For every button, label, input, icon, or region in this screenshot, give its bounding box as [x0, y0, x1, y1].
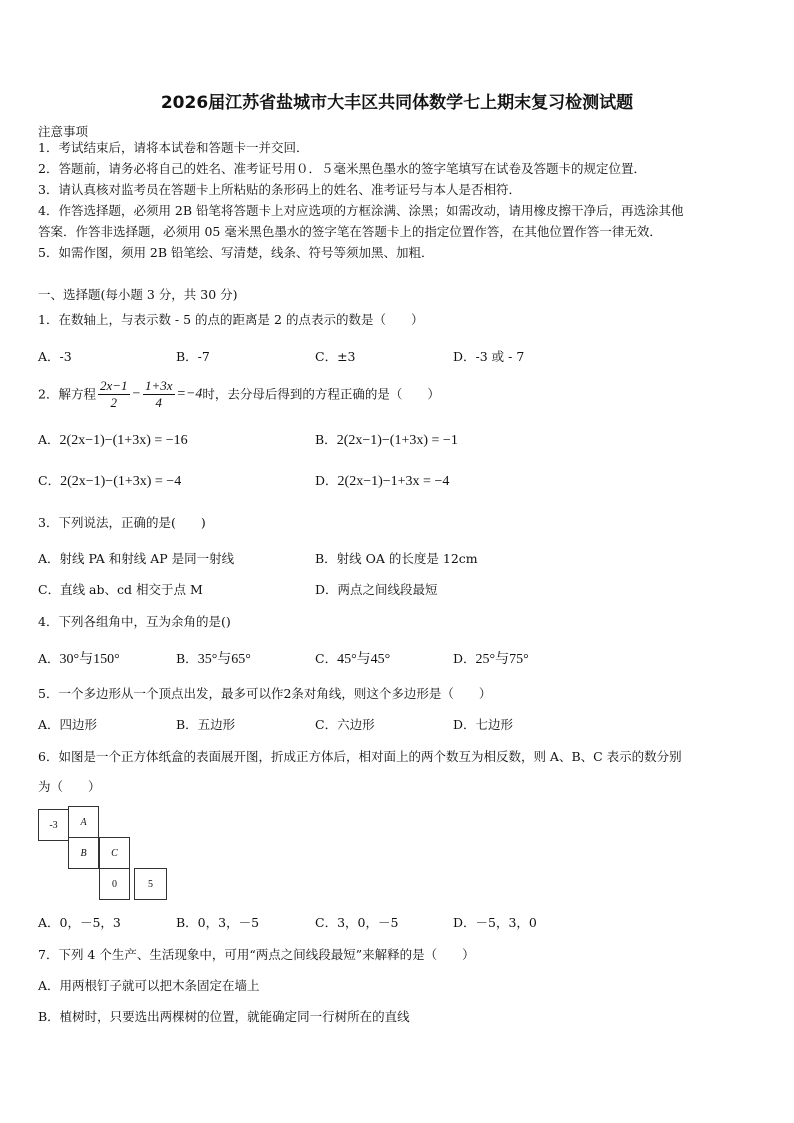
net-cell-5: 5 — [134, 868, 167, 900]
net-cell-a: A — [68, 806, 99, 838]
q7-option-a: A．用两根钉子就可以把木条固定在墙上 — [38, 978, 260, 993]
q6-option-b: B．0，3，－5 — [176, 915, 260, 930]
q4-c-label: C． — [315, 651, 338, 666]
page-title: 2026届江苏省盐城市大丰区共同体数学七上期末复习检测试题 — [160, 93, 634, 113]
question-5-stem: 5．一个多边形从一个顶点出发，最多可以作2条对角线，则这个多边形是（ ） — [38, 686, 492, 701]
q2-f2-den: 4 — [155, 395, 162, 410]
q2-c-expr: 2(2x−1)−(1+3x) = −4 — [60, 474, 182, 489]
q3-option-d: D．两点之间线段最短 — [315, 582, 438, 597]
q6-option-c: C．3，0，－5 — [315, 915, 399, 930]
q5-option-a: A．四边形 — [38, 717, 98, 732]
q2-option-d — [315, 471, 449, 492]
q4-d-label: D． — [453, 651, 476, 666]
question-7-stem: 7．下列 4 个生产、生活现象中，可用“两点之间线段最短”来解释的是（ ） — [38, 947, 475, 962]
q2-f2-num: 1+3x — [144, 378, 173, 393]
question-1-stem: 1．在数轴上，与表示数 - 5 的点的距离是 2 的点表示的数是（ ） — [38, 312, 424, 327]
q4-c-text: 45°与45° — [337, 652, 391, 667]
q5-option-b: B．五边形 — [176, 717, 236, 732]
section-heading: 一、选择题(每小题 3 分，共 30 分) — [38, 287, 238, 302]
net-cell-b: B — [68, 837, 99, 869]
question-6-stem-line1: 6．如图是一个正方体纸盒的表面展开图，折成正方体后，相对面上的两个数互为相反数，则 A、B、C 表示的数分别 — [38, 749, 682, 764]
q2-d-expr: 2(2x−1)−1+3x = −4 — [337, 474, 450, 489]
q2-b-expr: 2(2x−1)−(1+3x) = −1 — [336, 433, 458, 448]
q1-option-d: D．-3 或 - 7 — [453, 349, 525, 364]
notice-item: 5．如需作图，须用 2B 铅笔绘、写清楚，线条、符号等须加黑、加粗． — [38, 245, 434, 260]
q2-option-b — [315, 430, 458, 451]
q1-option-c: C．±3 — [315, 349, 356, 364]
net-cell-neg3: -3 — [38, 809, 69, 841]
q2-fraction-1 — [98, 378, 130, 411]
q5-option-d: D．七边形 — [453, 717, 514, 732]
q3-option-c: C．直线 ab、cd 相交于点 M — [38, 582, 203, 597]
notice-item: 3．请认真核对监考员在答题卡上所粘贴的条形码上的姓名、准考证号与本人是否相符． — [38, 182, 521, 197]
q4-option-d — [453, 649, 529, 670]
net-cell-c: C — [99, 837, 130, 869]
q2-fraction-2 — [143, 378, 175, 411]
q2-a-expr: 2(2x−1)−(1+3x) = −16 — [59, 433, 188, 448]
q5-option-c: C．六边形 — [315, 717, 375, 732]
q4-b-label: B． — [176, 651, 198, 666]
question-4-stem: 4．下列各组角中，互为余角的是() — [38, 614, 231, 629]
notice-item: 1．考试结束后，请将本试卷和答题卡一并交回． — [38, 140, 309, 155]
q2-prefix: 2．解方程 — [38, 386, 96, 402]
q4-a-text: 30°与150° — [59, 652, 120, 667]
q2-a-label: A． — [38, 432, 60, 447]
q2-c-label: C． — [38, 473, 61, 488]
q4-b-text: 35°与65° — [197, 652, 251, 667]
q2-option-c — [38, 471, 181, 492]
q2-f1-num: 2x−1 — [99, 378, 128, 393]
q1-option-a: A．-3 — [38, 349, 72, 364]
notice-heading: 注意事项 — [38, 124, 89, 139]
q4-option-b — [176, 649, 251, 670]
q2-option-a — [38, 430, 188, 451]
net-cell-0: 0 — [99, 868, 130, 900]
question-3-stem: 3．下列说法，正确的是( ) — [38, 515, 206, 530]
q4-a-label: A． — [38, 651, 60, 666]
q6-option-a: A．0，－5，3 — [38, 915, 121, 930]
q2-rhs: =−4 — [176, 386, 203, 402]
q4-d-text: 25°与75° — [475, 652, 529, 667]
q2-b-label: B． — [315, 432, 337, 447]
notice-item: 2．答题前，请务必将自己的姓名、准考证号用０．５毫米黑色墨水的签字笔填写在试卷及答题卡的规定位置． — [38, 161, 646, 176]
question-2-stem — [38, 378, 440, 411]
notice-item: 4．作答选择题，必须用 2B 铅笔将答题卡上对应选项的方框涂满、涂黑；如需改动，请用橡皮擦干净后，再选涂其他 — [38, 203, 684, 218]
q4-option-c — [315, 649, 390, 670]
q3-option-a: A．射线 PA 和射线 AP 是同一射线 — [38, 551, 235, 566]
q2-f1-den: 2 — [110, 395, 117, 410]
q7-option-b: B．植树时，只要选出两棵树的位置，就能确定同一行树所在的直线 — [38, 1009, 410, 1024]
q4-option-a — [38, 649, 120, 670]
q2-suffix: 时，去分母后得到的方程正确的是（ ） — [202, 386, 440, 402]
q2-minus: − — [131, 386, 141, 402]
notice-item: 答案．作答非选择题，必须用 05 毫米黑色墨水的签字笔在答题卡上的指定位置作答，在其他位置作答一律无效． — [38, 224, 662, 239]
q2-d-label: D． — [315, 473, 338, 488]
question-6-stem-line2: 为（ ） — [38, 779, 101, 794]
q6-option-d: D．－5，3，0 — [453, 915, 537, 930]
q1-option-b: B．-7 — [176, 349, 210, 364]
q3-option-b: B．射线 OA 的长度是 12cm — [315, 551, 478, 566]
